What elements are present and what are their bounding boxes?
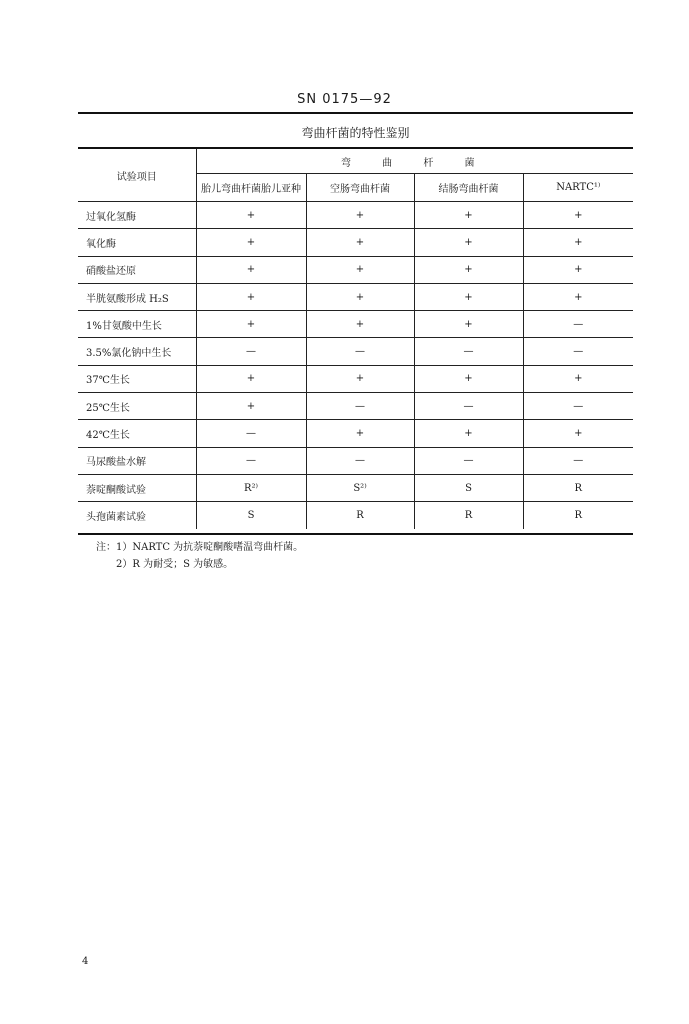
table-cell: — — [414, 447, 523, 474]
table-cell: R — [523, 502, 633, 529]
table-cell: + — [196, 202, 306, 229]
row-label: 半胱氨酸形成 H₂S — [78, 283, 196, 310]
table-cell: — — [306, 447, 414, 474]
table-cell: + — [414, 202, 523, 229]
table-row — [78, 365, 633, 392]
table-cell: + — [523, 229, 633, 256]
table-notes — [96, 539, 303, 573]
table-row — [78, 283, 633, 310]
table-row — [78, 447, 633, 474]
document-code: SN 0175—92 — [297, 92, 392, 107]
table-cell: + — [523, 365, 633, 392]
table-cell: + — [414, 311, 523, 338]
column-header: 空肠弯曲杆菌 — [306, 174, 414, 202]
table-cell: + — [523, 283, 633, 310]
table-cell: + — [414, 283, 523, 310]
table-cell: + — [196, 393, 306, 420]
table-cell: + — [414, 420, 523, 447]
table-cell: — — [196, 447, 306, 474]
row-label: 头孢菌素试验 — [78, 502, 196, 529]
table-cell: + — [196, 229, 306, 256]
group-label: 弯 曲 杆 菌 — [196, 149, 633, 174]
table-cell: + — [196, 311, 306, 338]
table-cell: S — [414, 474, 523, 501]
table-cell: + — [523, 202, 633, 229]
table-cell: + — [196, 256, 306, 283]
row-label: 37℃生长 — [78, 365, 196, 392]
table-cell: + — [306, 202, 414, 229]
row-label: 过氧化氢酶 — [78, 202, 196, 229]
table-cell: — — [414, 338, 523, 365]
top-rule — [78, 112, 633, 114]
column-header: 胎儿弯曲杆菌胎儿亚种 — [196, 174, 306, 202]
table-cell: — — [523, 311, 633, 338]
row-label: 硝酸盐还原 — [78, 256, 196, 283]
table-cell: — — [414, 393, 523, 420]
note-1: 注：1）NARTC 为抗萘啶酮酸嗜温弯曲杆菌。 — [96, 542, 304, 553]
table-cell: + — [306, 420, 414, 447]
row-label: 3.5%氯化钠中生长 — [78, 338, 196, 365]
note-2: 2）R 为耐受；S 为敏感。 — [116, 559, 234, 570]
row-label: 42℃生长 — [78, 420, 196, 447]
table-row — [78, 229, 633, 256]
table-cell: — — [306, 393, 414, 420]
corner-label: 试验项目 — [78, 149, 196, 202]
table-cell: R — [523, 474, 633, 501]
table-row — [78, 311, 633, 338]
table-cell: + — [196, 283, 306, 310]
table-cell: + — [306, 229, 414, 256]
table-cell: S — [196, 502, 306, 529]
table-row — [78, 202, 633, 229]
column-header: 结肠弯曲杆菌 — [414, 174, 523, 202]
table-title: 弯曲杆菌的特性鉴别 — [301, 126, 410, 140]
table-cell: + — [414, 256, 523, 283]
table-row — [78, 393, 633, 420]
table-cell: — — [523, 447, 633, 474]
characteristics-table — [78, 149, 633, 529]
table-row — [78, 502, 633, 529]
row-label: 1%甘氨酸中生长 — [78, 311, 196, 338]
table-cell: S²⁾ — [306, 474, 414, 501]
table-cell: + — [414, 365, 523, 392]
table-cell: R — [306, 502, 414, 529]
table-cell: — — [523, 393, 633, 420]
table-cell: — — [196, 420, 306, 447]
row-label: 25℃生长 — [78, 393, 196, 420]
table-cell: — — [196, 338, 306, 365]
table-header-row — [78, 149, 633, 174]
table-row — [78, 256, 633, 283]
table-cell: + — [196, 365, 306, 392]
table-cell: + — [414, 229, 523, 256]
table-cell: — — [523, 338, 633, 365]
table-cell: + — [306, 256, 414, 283]
table-cell: + — [306, 283, 414, 310]
table-cell: + — [306, 365, 414, 392]
table-cell: + — [306, 311, 414, 338]
table-row — [78, 420, 633, 447]
page-number: 4 — [82, 956, 89, 967]
table-cell: R²⁾ — [196, 474, 306, 501]
table-row — [78, 338, 633, 365]
table-row — [78, 474, 633, 501]
row-label: 萘啶酮酸试验 — [78, 474, 196, 501]
table-cell: R — [414, 502, 523, 529]
bottom-rule — [78, 533, 633, 535]
row-label: 马尿酸盐水解 — [78, 447, 196, 474]
table-cell: + — [523, 256, 633, 283]
table-cell: + — [523, 420, 633, 447]
table-cell: — — [306, 338, 414, 365]
row-label: 氧化酶 — [78, 229, 196, 256]
column-header: NARTC¹⁾ — [523, 174, 633, 202]
